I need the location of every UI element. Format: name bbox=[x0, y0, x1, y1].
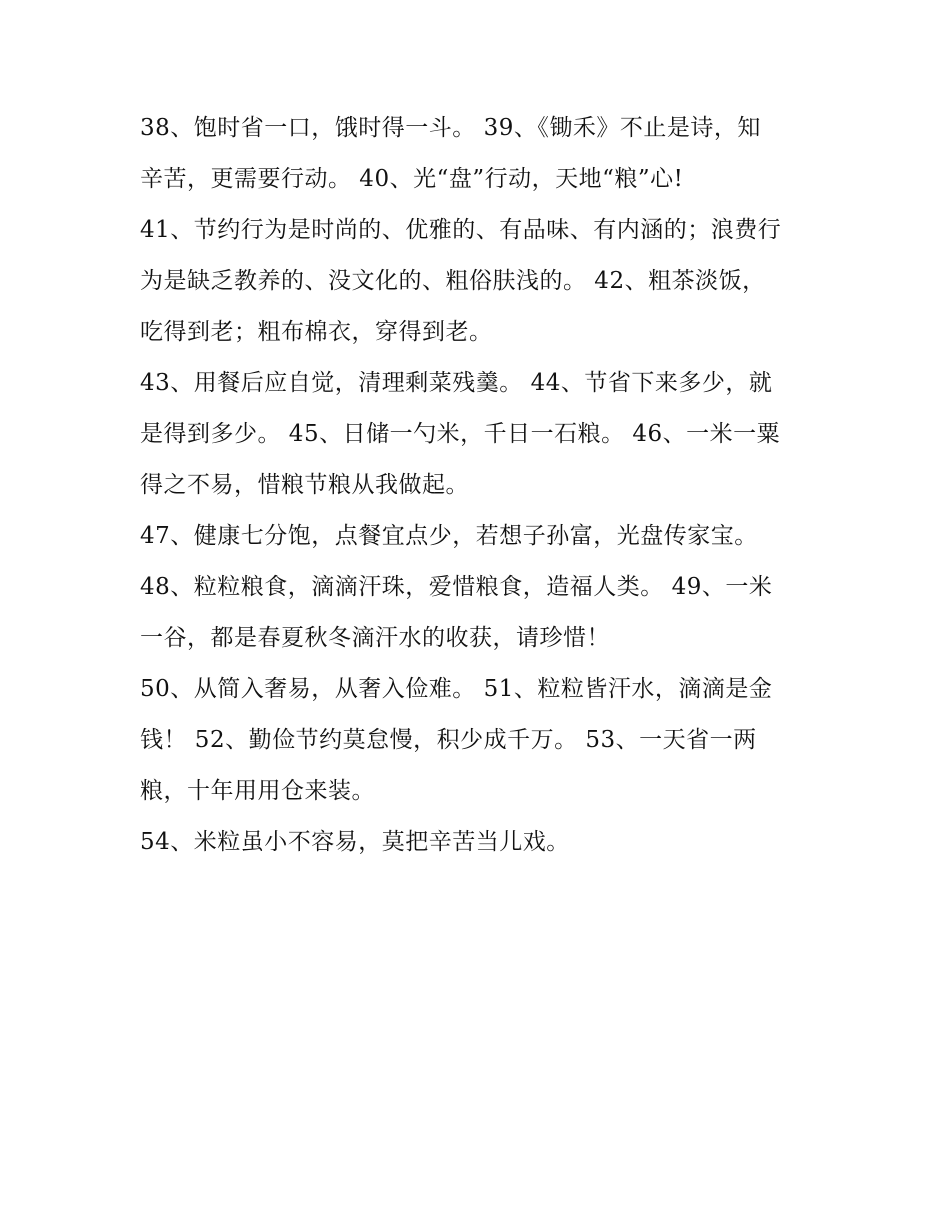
text-line-11: 一谷，都是春夏秋冬滴汗水的收获，请珍惜！ bbox=[140, 625, 610, 651]
text-line-4: 为是缺乏教养的、没文化的、粗俗肤浅的。 42、粗茶淡饭， bbox=[140, 268, 766, 294]
text-line-15: 54、米粒虽小不容易，莫把辛苦当儿戏。 bbox=[140, 829, 570, 855]
text-line-3: 41、节约行为是时尚的、优雅的、有品味、有内涵的；浪费行 bbox=[140, 217, 782, 243]
text-line-5: 吃得到老；粗布棉衣，穿得到老。 bbox=[140, 319, 493, 345]
text-line-13: 钱！ 52、勤俭节约莫怠慢，积少成千万。 53、一天省一两 bbox=[140, 727, 757, 753]
text-line-12: 50、从简入奢易，从奢入俭难。 51、粒粒皆汗水，滴滴是金 bbox=[140, 676, 773, 702]
text-line-6: 43、用餐后应自觉，清理剩菜残羹。 44、节省下来多少，就 bbox=[140, 370, 773, 396]
text-line-14: 粮，十年用用仓来装。 bbox=[140, 778, 375, 804]
text-line-9: 47、健康七分饱，点餐宜点少，若想子孙富，光盘传家宝。 bbox=[140, 523, 758, 549]
text-line-1: 38、饱时省一口，饿时得一斗。 39、《锄禾》不止是诗，知 bbox=[140, 115, 761, 141]
text-line-10: 48、粒粒粮食，滴滴汗珠，爱惜粮食，造福人类。 49、一米 bbox=[140, 574, 773, 600]
document-body bbox=[140, 103, 820, 868]
text-line-2: 辛苦，更需要行动。 40、光“盘”行动，天地“粮”心! bbox=[140, 166, 684, 192]
text-line-7: 是得到多少。 45、日储一勺米，千日一石粮。 46、一米一粟 bbox=[140, 421, 781, 447]
text-line-8: 得之不易，惜粮节粮从我做起。 bbox=[140, 472, 469, 498]
